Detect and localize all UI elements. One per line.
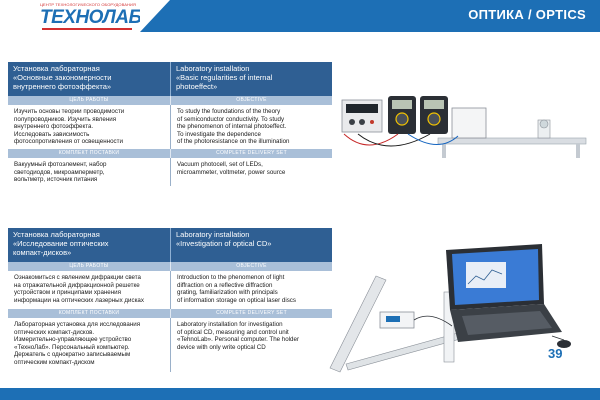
delivery-row bbox=[8, 318, 332, 372]
title-line: «Investigation of optical CD» bbox=[176, 239, 272, 248]
title-line: «Исследование оптических bbox=[13, 239, 109, 248]
text-line: To study the foundations of the theory bbox=[177, 108, 281, 115]
text-line: информации на оптических лазерных дисках bbox=[14, 296, 144, 304]
title-ru bbox=[8, 62, 170, 96]
text-line: Вакуумный фотоэлемент, набор bbox=[14, 161, 107, 168]
installation-block-optical-cd bbox=[8, 228, 332, 372]
objective-row bbox=[8, 271, 332, 309]
label-goal-en: OBJECTIVE bbox=[170, 262, 332, 271]
label-row-delivery bbox=[8, 309, 332, 318]
set-ru bbox=[8, 318, 170, 372]
set-en bbox=[170, 318, 332, 372]
delivery-row bbox=[8, 158, 332, 186]
title-row bbox=[8, 62, 332, 96]
text-line: фотосопротивления от освещенности bbox=[14, 138, 123, 146]
title-row bbox=[8, 228, 332, 262]
text-line: of optical CD, measuring and control unit bbox=[177, 328, 289, 336]
text-line: внутреннего фотоэффекта. bbox=[14, 123, 94, 131]
section-title: ОПТИКА / OPTICS bbox=[468, 7, 586, 22]
footer-bar bbox=[0, 388, 600, 400]
text-line: Изучить основы теории проводимости bbox=[14, 108, 125, 115]
set-ru bbox=[8, 158, 170, 186]
optical-cd-equipment-image bbox=[326, 240, 584, 380]
text-line: оптических компакт-дисков. bbox=[14, 328, 95, 336]
text-line: «ТехноЛаб». Персональный компьютер. bbox=[14, 343, 130, 351]
title-line: компакт-дисков» bbox=[13, 248, 72, 257]
label-row-delivery bbox=[8, 149, 332, 158]
text-line: Introduction to the phenomenon of light bbox=[177, 274, 285, 281]
text-line: Лабораторная установка для исследования bbox=[14, 321, 141, 328]
label-row-objective bbox=[8, 96, 332, 105]
text-line: Измерительно-управляющее устройство bbox=[14, 336, 132, 344]
installation-block-photoeffect bbox=[8, 62, 332, 186]
text-line: diffraction on a reflective diffraction bbox=[177, 281, 273, 289]
text-line: of information storage on optical laser discs bbox=[177, 296, 296, 304]
text-line: Держатель с однократно записываемым bbox=[14, 351, 131, 359]
objective-row bbox=[8, 105, 332, 149]
label-set-ru: КОМПЛЕКТ ПОСТАВКИ bbox=[58, 150, 120, 156]
label-goal-en: OBJECTIVE bbox=[170, 96, 332, 105]
logo-text: ТЕХНОЛАБ bbox=[40, 7, 142, 28]
logo-tagline: ЦЕНТР ТЕХНОЛОГИЧЕСКОГО ОБОРУДОВАНИЯ bbox=[40, 2, 136, 7]
label-set-en: COMPLETE DELIVERY SET bbox=[170, 309, 332, 318]
logo-underline bbox=[42, 28, 132, 30]
title-line: «Основные закономерности bbox=[13, 73, 112, 82]
page-number: 39 bbox=[548, 346, 563, 361]
title-ru bbox=[8, 228, 170, 262]
text-line: оптическим компакт-диском bbox=[14, 358, 95, 366]
set-en bbox=[170, 158, 332, 186]
title-en bbox=[170, 62, 332, 96]
title-line: Laboratory installation bbox=[176, 64, 250, 73]
text-line: of semiconductor conductivity. To study bbox=[177, 115, 285, 123]
goal-ru bbox=[8, 105, 170, 149]
title-line: Установка лабораторная bbox=[13, 64, 100, 73]
label-row-objective bbox=[8, 262, 332, 271]
text-line: «TehnoLab». Personal computer. The holder bbox=[177, 336, 299, 344]
text-line: Ознакомиться с явлением дифракции света bbox=[14, 274, 141, 281]
text-line: the phenomenon of internal photoeffect. bbox=[177, 123, 287, 131]
text-line: светодиодов, микроамперметр, bbox=[14, 168, 105, 176]
text-line: устройством и принципами хранения bbox=[14, 289, 121, 297]
logo bbox=[0, 0, 140, 32]
text-line: на отражательной дифракционной решетке bbox=[14, 281, 140, 289]
text-line: grating, familiarization with principals bbox=[177, 289, 278, 297]
text-line: полупроводников. Изучить явления bbox=[14, 115, 117, 123]
label-goal-ru: ЦЕЛЬ РАБОТЫ bbox=[69, 97, 109, 103]
photoeffect-equipment-image bbox=[338, 86, 590, 166]
title-line: Установка лабораторная bbox=[13, 230, 100, 239]
title-line: внутреннего фотоэффекта» bbox=[13, 82, 112, 91]
title-en bbox=[170, 228, 332, 262]
goal-en bbox=[170, 105, 332, 149]
goal-ru bbox=[8, 271, 170, 309]
goal-en bbox=[170, 271, 332, 309]
text-line: of the photoresistance on the illumination bbox=[177, 138, 290, 146]
text-line: вольтметр, источник питания bbox=[14, 176, 98, 184]
text-line: device with only write optical CD bbox=[177, 343, 266, 351]
title-line: «Basic regularities of internal bbox=[176, 73, 273, 82]
label-goal-ru: ЦЕЛЬ РАБОТЫ bbox=[69, 263, 109, 269]
label-set-en: COMPLETE DELIVERY SET bbox=[170, 149, 332, 158]
header-wedge bbox=[140, 0, 170, 32]
text-line: To investigate the dependence bbox=[177, 130, 261, 138]
text-line: Vacuum photocell, set of LEDs, bbox=[177, 161, 263, 168]
label-set-ru: КОМПЛЕКТ ПОСТАВКИ bbox=[58, 310, 120, 316]
text-line: Исследовать зависимость bbox=[14, 130, 90, 138]
text-line: Laboratory installation for investigation bbox=[177, 321, 283, 328]
title-line: photoeffect» bbox=[176, 82, 218, 91]
title-line: Laboratory installation bbox=[176, 230, 250, 239]
text-line: microammeter, voltmeter, power source bbox=[177, 168, 286, 176]
